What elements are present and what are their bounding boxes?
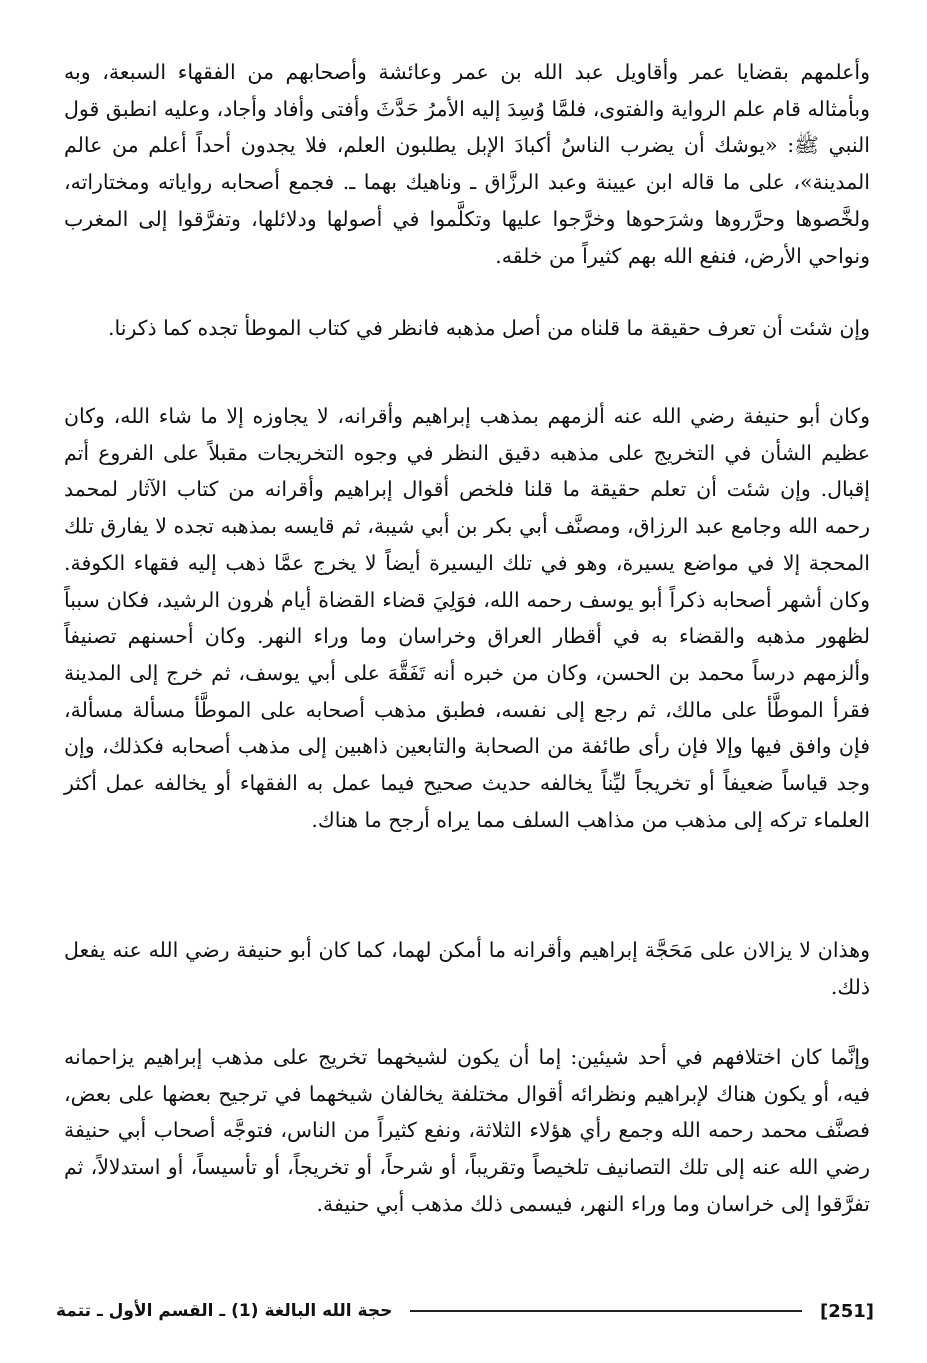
page-footer	[56, 1294, 874, 1328]
footer-divider	[410, 1310, 802, 1312]
paragraph-4: وهذان لا يزالان على مَحَجَّة إبراهيم وأقرانه ما أمكن لهما، كما كان أبو حنيفة رضي الله عنه يفعل ذلك.	[64, 938, 870, 999]
page-number: [251]	[819, 1300, 874, 1322]
running-title: حجة الله البالغة (1) ـ القسم الأول ـ تتمة	[56, 1301, 393, 1321]
paragraph-2: وإن شئت أن تعرف حقيقة ما قلناه من أصل مذهبه فانظر في كتاب الموطأ تجده كما ذكرنا.	[108, 316, 870, 340]
paragraph-3: وكان أبو حنيفة رضي الله عنه ألزمهم بمذهب إبراهيم وأقرانه، لا يجاوزه إلا ما شاء الله، وكان عظيم الشأن في التخريج على مذهبه دقيق النظر في وجوه التخريجات مقبلاً على الفروع أتم إقبال. وإن شئت أن تعلم حقيقة ما قلنا فلخص أقوال إبراهيم وأقرانه من كتاب الآثار لمحمد رحمه الله وجامع عبد الرزاق، ومصنَّف أبي بكر بن أبي شيبة، ثم قايسه بمذهبه تجده لا يفارق تلك المحجة إلا في مواضع يسيرة، وهو في تلك اليسيرة أيضاً لا يخرج عمَّا ذهب إليه فقهاء الكوفة. وكان أشهر أصحابه ذكراً أبو يوسف رحمه الله، فوَلِيَ قضاء القضاة أيام هٰرون الرشيد، فكان سبباً لظهور مذهبه والقضاء به في أقطار العراق وخراسان وما وراء النهر. وكان أحسنهم تصنيفاً وألزمهم درساً محمد بن الحسن، وكان من خبره أنه تَفَقَّهَ على أبي يوسف، ثم خرج إلى المدينة فقرأ الموطَّأ على مالك، ثم رجع إلى نفسه، فطبق مذهب أصحابه على الموطَّأ مسألة مسألة، فإن وافق فيها وإلا فإن رأى طائفة من الصحابة والتابعين ذاهبين إلى مذهب أصحابه فكذلك، وإن وجد قياساً ضعيفاً أو تخريجاً ليِّناً يخالفه حديث صحيح فيما عمل به الفقهاء أو يخالفه عمل أكثر العلماء تركه إلى مذهب من مذاهب السلف مما يراه أرجح ما هناك.	[64, 404, 870, 832]
paragraph-1: وأعلمهم بقضايا عمر وأقاويل عبد الله بن عمر وعائشة وأصحابهم من الفقهاء السبعة، وبه وبأمثاله قام علم الرواية والفتوى، فلمَّا وُسِدَ إليه الأمرُ حَدَّثَ وأفتى وأفاد وأجاد، وعليه انطبق قول النبي ﷺ: «يوشك أن يضرب الناسُ أكبادَ الإبل يطلبون العلم، فلا يجدون أحداً أعلم من عالم المدينة»، على ما قاله ابن عيينة وعبد الرزَّاق ـ وناهيك بهما ـ. فجمع أصحابه رواياته ومختاراته، ولخَّصوها وحرَّروها وشرَحوها وخرَّجوا عليها وتكلَّموا في أصولها ودلائلها، وتفرَّقوا إلى المغرب ونواحي الأرض، فنفع الله بهم كثيراً من خلقه.	[64, 60, 870, 268]
paragraph-5: وإنَّما كان اختلافهم في أحد شيئين: إما أن يكون لشيخهما تخريج على مذهب إبراهيم يزاحمانه فيه، أو يكون هناك لإبراهيم ونظرائه أقوال مختلفة يخالفان شيخهما في ترجيح بعضها على بعض، فصنَّف محمد رحمه الله وجمع رأي هؤلاء الثلاثة، ونفع كثيراً من الناس، فتوجَّه أصحاب أبي حنيفة رضي الله عنه إلى تلك التصانيف تلخيصاً وتقريباً، أو شرحاً، أو تخريجاً، أو تأسيساً، أو استدلالاً، ثم تفرَّقوا إلى خراسان وما وراء النهر، فيسمى ذلك مذهب أبي حنيفة.	[64, 1045, 870, 1216]
